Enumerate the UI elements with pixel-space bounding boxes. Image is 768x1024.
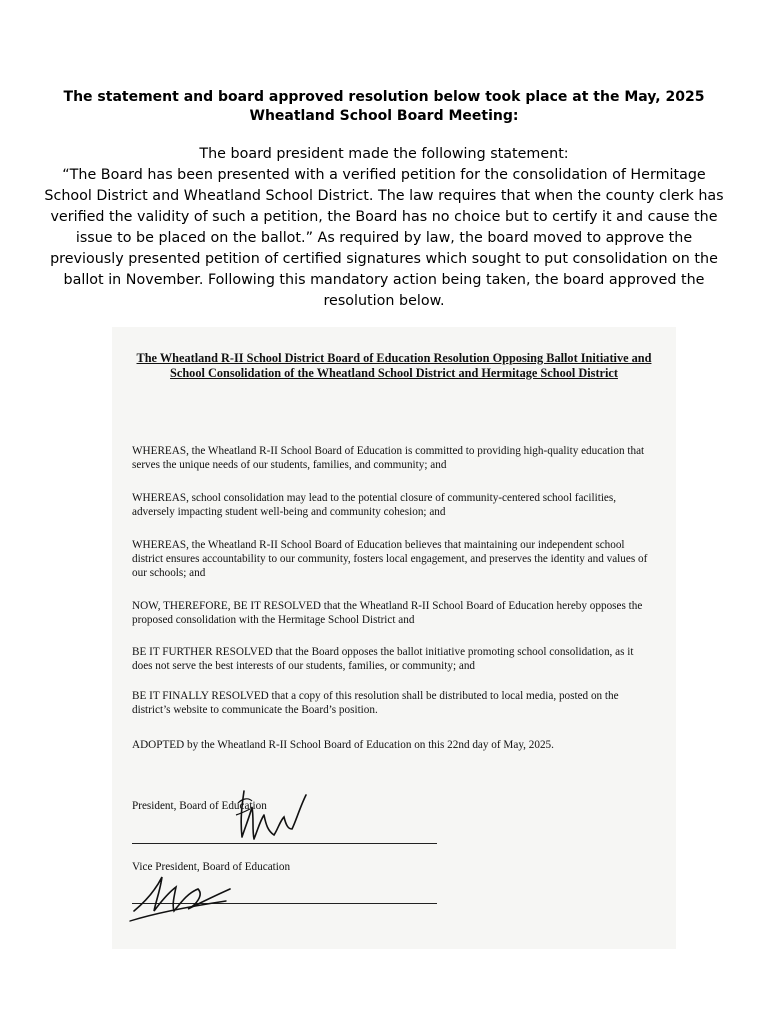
- resolution-title: The Wheatland R-II School District Board of Education Resolution Opposing Ballot Initiative and School Consolidation of the Wheatland School District and Hermitage School District: [136, 351, 652, 380]
- president-signature-label: President, Board of Education: [132, 800, 267, 812]
- resolution-paragraph-resolved: NOW, THEREFORE, BE IT RESOLVED that the Wheatland R-II School Board of Education hereby opposes the proposed consolidation with the Hermitage School District and: [132, 600, 643, 626]
- president-signature-icon: [230, 785, 310, 847]
- resolution-paragraph-whereas-3: WHEREAS, the Wheatland R-II School Board of Education believes that maintaining our independent school district ensures accountability to our community, fosters local engagement, and preserves the identity and values of our schools; and: [132, 539, 648, 579]
- resolution-document-scan: [112, 327, 676, 949]
- announcement-heading: The statement and board approved resolution below took place at the May, 2025 Wheatland School Board Meeting:: [63, 89, 705, 124]
- announcement-intro: The board president made the following statement:: [199, 146, 569, 162]
- resolution-paragraph-whereas-1: WHEREAS, the Wheatland R-II School Board of Education is committed to providing high-quality education that serves the unique needs of our students, families, and community; and: [132, 445, 645, 471]
- resolution-paragraph-whereas-2: WHEREAS, school consolidation may lead to the potential closure of community-centered school facilities, adversely impacting student well-being and community cohesion; and: [132, 492, 617, 518]
- president-statement: “The Board has been presented with a verified petition for the consolidation of Hermitage School District and Wheatland School District. The law requires that when the county clerk has verified the validity of such a petition, the Board has no choice but to certify it and cause the issue to be placed on the ballot.” As required by law, the board moved to approve the previously presented petition of certified signatures which sought to put consolidation on the ballot in November. Following this mandatory action being taken, the board approved the resolution below.: [44, 167, 724, 309]
- resolution-paragraph-finally-resolved: BE IT FINALLY RESOLVED that a copy of this resolution shall be distributed to local media, posted on the district’s website to communicate the Board’s position.: [132, 690, 619, 716]
- vice-president-signature-icon: [126, 867, 236, 927]
- announcement: [40, 88, 728, 312]
- resolution-adopted-line: ADOPTED by the Wheatland R-II School Board of Education on this 22nd day of May, 2025.: [132, 739, 554, 751]
- vice-president-signature-label: Vice President, Board of Education: [132, 861, 291, 873]
- resolution-paragraph-further-resolved: BE IT FURTHER RESOLVED that the Board opposes the ballot initiative promoting school consolidation, as it does not serve the best interests of our students, families, or community; and: [132, 646, 634, 672]
